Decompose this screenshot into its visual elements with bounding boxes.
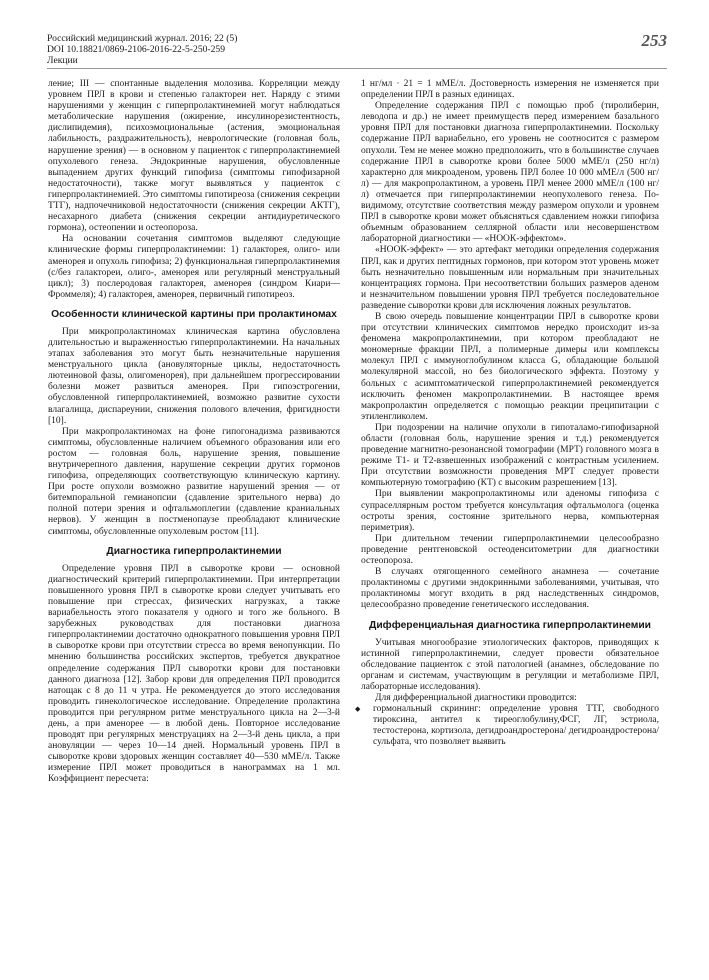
paragraph: При макропролактиномах на фоне гипогонадизма развиваются симптомы, обусловленные наличием объемного образования или его ростом — головная боль, нарушение зрения, повышение внутричерепного давления, нарушение секреции других гормонов гипофиза, определяющих соответствующую клиническую картину. При росте опухоли возможно развитие нарушений зрения — от битемпоральной гемианопсии (сдавление зрительного нерва) до полной потери зрения и офтальмоплегии (сдавление краниальных нервов). У женщин в постменопаузе преобладают клинические симптомы, обусловленные опухолевым ростом [11]. bbox=[48, 426, 340, 537]
paragraph: При подозрении на наличие опухоли в гипоталамо-гипофизарной области (головная боль, нарушение зрения и т.д.) рекомендуется проведение магнитно-резонансной томографии (МРТ) головного мозга в режиме Т1- и Т2-взвешенных изображений с контрастным усилением. При отсутствии возможности проведения МРТ следует провести компьютерную томографию (КТ) с высоким разрешением [13]. bbox=[361, 422, 659, 489]
paragraph: Для дифференциальной диагностики проводится: bbox=[375, 692, 577, 703]
right-column bbox=[361, 79, 659, 748]
paragraph: Определение содержания ПРЛ с помощью проб (тиролиберин, леводопа и др.) не имеет преимуществ перед измерением базального уровня ПРЛ для постановки диагноза гиперпролактинемии. Поскольку содержание ПРЛ вариабельно, его уровень не соотносится с размером опухоли. Тем не менее можно предположить, что в большинстве случаев содержание ПРЛ в сыворотке крови более 5000 мМЕ/л (250 нг/л) характерно для микроаденом, уровень ПРЛ более 10 000 мМЕ/л (500 нг/л) — для макропролактином, а уровень ПРЛ менее 2000 мМЕ/л (100 нг/л) отмечается при гиперпролактинемии неопухолевого генеза. По-видимому, отсутствие соответствия между размером опухоли и уровнем ПРЛ в сыворотке крови может объясняться сдавлением ножки гипофиза объемным образованием селлярной области или несовершенством лабораторной диагностики — «НООК-эффектом». bbox=[361, 101, 659, 245]
paragraph: 1 нг/мл · 21 = 1 мМЕ/л. Достоверность измерения не изменяется при определении ПРЛ в разных единицах. bbox=[361, 79, 659, 101]
paragraph: «НООК-эффект» — это артефакт методики определения содержания ПРЛ, как и других пептидных гормонов, при котором этот уровень может быть незначительно повышенным или нормальным при значительных концентрациях гормона. При несоответствии больших размеров аденом и незначительном повышении уровня ПРЛ требуется последовательное разведение сыворотки крови для исключения ложных результатов. bbox=[361, 245, 659, 311]
bullet-list bbox=[361, 704, 659, 748]
section-heading: Диагностика гиперпролактинемии bbox=[106, 545, 282, 557]
page-number: 253 bbox=[641, 31, 667, 50]
paragraph: На основании сочетания симптомов выделяют следующие клинические формы гиперпролактинемии: 1) галакторея, олиго- или аменорея и опухоль гипофиза; 2) функциональная гиперпролактинемия (с/без галактореи, олиго-, аменорея или регулярный менструальный цикл); 3) послеродовая галакторея, аменорея (синдром Киари—Фроммеля); 4) галакторея, аменорея, первичный гипотиреоз. bbox=[48, 234, 340, 300]
paragraph: При длительном течении гиперпролактинемии целесообразно проведение рентгеновской остеоденситометрии для диагностики остеопороза. bbox=[361, 533, 659, 567]
section-heading: Дифференциальная диагностика гиперпролактинемии bbox=[369, 619, 651, 631]
paragraph: В случаях отягощенного семейного анамнеза — сочетание пролактиномы с другими эндокринными заболеваниями, учитывая, что пролактиномы могут входить в ряд наследственных синдромов, целесообразно проведение генетического исследования. bbox=[361, 567, 659, 611]
paragraph: Определение уровня ПРЛ в сыворотке крови — основной диагностический критерий гиперпролактинемии. При интерпретации повышенного уровня ПРЛ в сыворотке крови следует учитывать его повышение при стрессах, физических нагрузках, а также вариабельность этого показателя у одного и того же больного. В зарубежных руководствах для постановки диагноза гиперпролактинемии достаточно однократного повышения уровня ПРЛ в сыворотке крови при отсутствии стресса во время венопункции. По мнению большинства российских экспертов, требуется двукратное определение содержания ПРЛ сыворотки крови для постановки данного диагноза [12]. Забор крови для определения ПРЛ проводится натощак с 8 до 11 ч утра. Не рекомендуется до этого исследования проводить гинекологическое исследование. Определение пролактина проводится при регулярном ритме менструального цикла на 2—3-й день, а при аменорее — в любой день. Повторное исследование проводят при регулярных менструациях на 2—3-й день цикла, а при ановуляции — через 10—14 дней. Нормальный уровень ПРЛ в сыворотке крови здоровых женщин составляет 40—530 мМЕ/л. Также измерение ПРЛ может проводиться в нанограммах на 1 мл. Коэффициент пересчета: bbox=[48, 563, 340, 785]
paragraph: При микропролактиномах клиническая картина обусловлена длительностью и выраженностью гиперпролактинемии. На начальных этапах заболевания это могут быть незначительные нарушения менструального цикла (ановуляторные циклы, недостаточность лютеиновой фазы, олигоменорея), при дальнейшем прогрессировании болезни может развиться аменорея. При гипоэстрогении, обусловленной гиперпролактинемией, возможно развитие сухости влагалища, диспареунии, снижения полового влечения, фригидности [10]. bbox=[48, 326, 340, 426]
paragraph: ление; III — спонтанные выделения молозива. Корреляции между уровнем ПРЛ в крови и степенью галактореи нет. Наряду с этими нарушениями у женщин с гиперпролактинемией могут наблюдаться метаболические нарушения (ожирение, инсулинорезистентность, дислипидемия), психоэмоциональные (астения, эмоциональная лабильность, раздражительность), неврологические (головная боль, нарушение зрения) — в основном у пациенток с гиперпролактинемией опухолевого генеза. Эндокринные нарушения, обусловленные выпадением других функций гипофиза (симптомы гипофизарной недостаточности), также могут выявляться у пациенток с гиперпролактинемией. Это симптомы гипотиреоза (снижения секреции ТТГ), надпочечниковой недостаточности (снижения секреции АКТГ), несахарного диабета (снижения секреции антидиуретического гормона), остеопении и остеопороза. bbox=[48, 79, 340, 234]
running-header bbox=[47, 33, 667, 66]
paragraph: Учитывая многообразие этиологических факторов, приводящих к истинной гиперпролактинемии, следует провести обязательное обследование пациенток с этой патологией (анамнез, обследование по органам и системам, участвующим в регуляции и метаболизме ПРЛ, лабораторные исследования). bbox=[361, 637, 659, 692]
list-item: ◆ гормональный скрининг: определение уровня ТТГ, свободного тироксина, антител к тиреоглобулину,ФСГ, ЛГ, эстриола, тестостерона, кортизола, дегидроандростерона/ дегидроандростерона/сульфата, что позволяет выявить bbox=[361, 704, 659, 748]
paragraph: При выявлении макропролактиномы или аденомы гипофиза с супраселлярным ростом требуется консультация офтальмолога (оценка остроты зрения, состояние зрительного нерва, компьютерная периметрия). bbox=[361, 489, 659, 533]
section-heading: Особенности клинической картины при пролактиномах bbox=[51, 308, 337, 320]
section-label: Лекции bbox=[47, 55, 78, 66]
journal-citation: Российский медицинский журнал. 2016; 22 (5) bbox=[47, 33, 238, 44]
header-rule bbox=[47, 68, 667, 69]
paragraph: В свою очередь повышение концентрации ПРЛ в сыворотке крови при отсутствии клинических симптомов нередко происходит из-за феномена макропролактинемии, при котором преобладают не мономерные фракции ПРЛ, а полимерные димеры или комплексы молекул ПРЛ с иммуноглобулином класса G, обладающие большой молекулярной массой, но без биологического эффекта. Поэтому у больных с асимптоматической гиперпролактинемией рекомендуется исключить феномен макропролактинемии. В настоящее время макропролактин определяется с помощью реакции преципитации с этиленгликолем. bbox=[361, 311, 659, 422]
left-column bbox=[48, 79, 340, 786]
doi: DOI 10.18821/0869-2106-2016-22-5-250-259 bbox=[47, 44, 225, 55]
